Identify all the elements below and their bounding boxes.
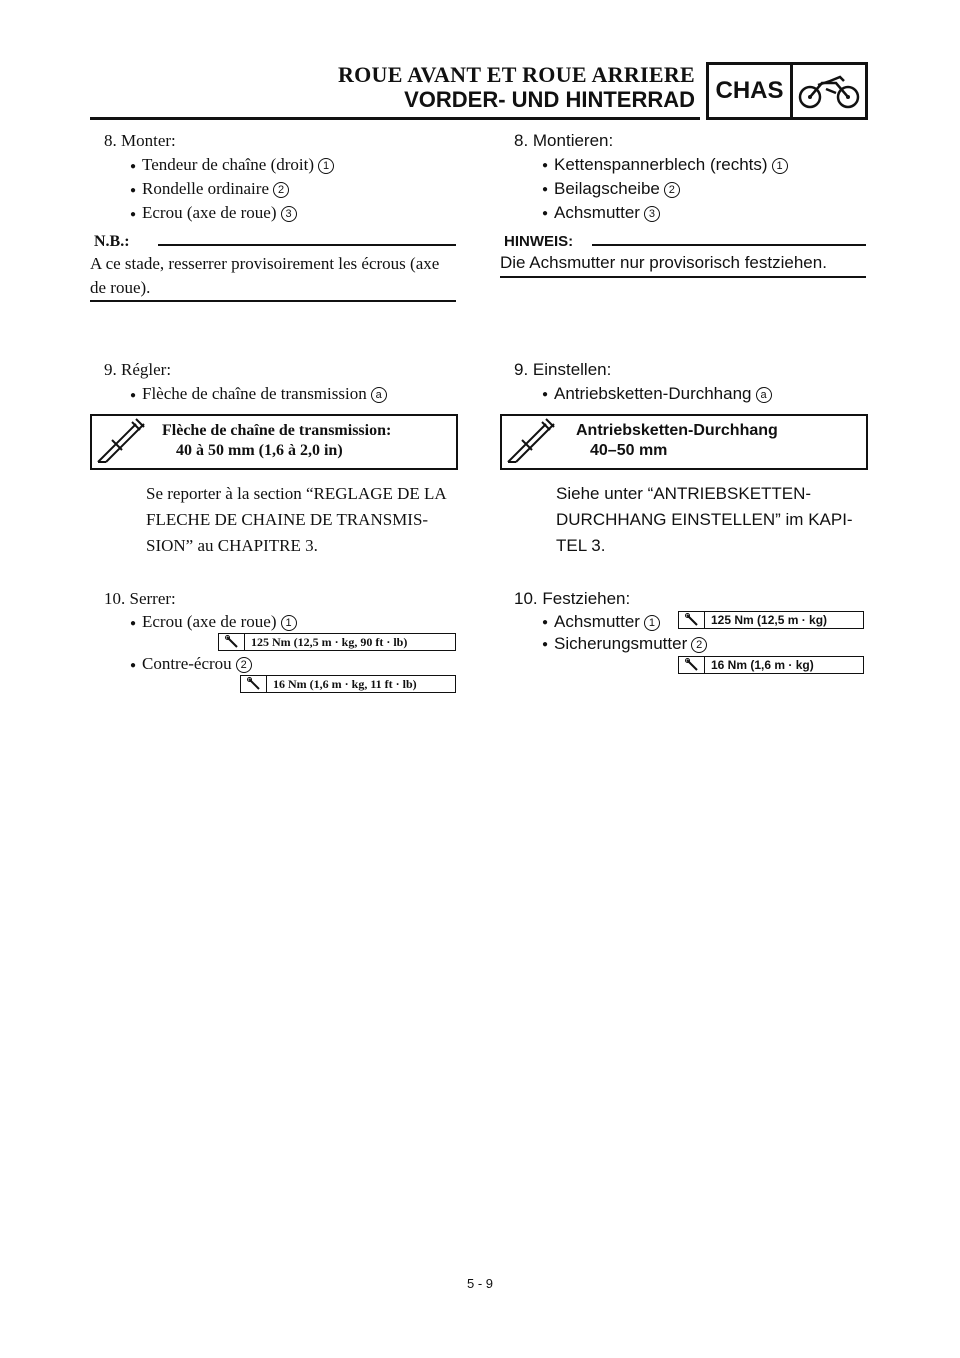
fr-step8-item1: ● Tendeur de chaîne (droit) 1 bbox=[130, 155, 334, 175]
de-note-label: HINWEIS: bbox=[504, 233, 574, 250]
de-torque-value-2: 16 Nm (1,6 m · kg) bbox=[711, 658, 814, 672]
de-step9-item: ● Antriebsketten-Durchhang a bbox=[542, 384, 772, 404]
fr-step8-title: 8. Monter: bbox=[104, 131, 176, 150]
de-step8-item3: ● Achsmutter 3 bbox=[542, 203, 660, 223]
de-note-line1: Die Achsmutter nur provisorisch festziehen. bbox=[500, 253, 827, 272]
fr-ref-line1: Se reporter à la section “REGLAGE DE LA bbox=[146, 484, 447, 503]
fr-ref-line2: FLECHE DE CHAINE DE TRANSMIS- bbox=[146, 510, 429, 529]
page-number: 5 - 9 bbox=[466, 1276, 493, 1291]
de-ref-line3: TEL 3. bbox=[556, 536, 606, 555]
de-spec-label: Antriebsketten-Durchhang bbox=[576, 422, 778, 439]
de-step10-item1: ● Achsmutter 1 bbox=[542, 612, 660, 632]
de-step10-title: 10. Festziehen: bbox=[514, 589, 631, 608]
fr-note-line1: A ce stade, resserrer provisoirement les écrous (axe bbox=[90, 254, 440, 273]
caliper-icon bbox=[502, 416, 564, 468]
fr-spec-value: 40 à 50 mm (1,6 à 2,0 in) bbox=[176, 442, 343, 459]
fr-step9-title: 9. Régler: bbox=[104, 360, 172, 379]
motorcycle-icon bbox=[793, 65, 865, 117]
de-spec-value: 40–50 mm bbox=[590, 442, 668, 459]
fr-note-bottom-rule bbox=[90, 300, 456, 302]
wrench-icon bbox=[219, 634, 245, 650]
de-note-top-rule bbox=[592, 244, 866, 246]
fr-spec-box bbox=[90, 414, 458, 470]
wrench-icon bbox=[679, 657, 705, 673]
de-step10-item2: ● Sicherungsmutter 2 bbox=[542, 634, 707, 654]
de-torque-box-1 bbox=[678, 611, 864, 629]
header-rule bbox=[90, 117, 700, 120]
fr-torque-box-1 bbox=[218, 633, 456, 651]
badge-label: CHAS bbox=[709, 65, 793, 117]
de-step8-title: 8. Montieren: bbox=[514, 131, 614, 150]
fr-note-label: N.B.: bbox=[94, 233, 130, 250]
fr-note-top-rule bbox=[158, 244, 456, 246]
fr-torque-box-2 bbox=[240, 675, 456, 693]
de-ref-line1: Siehe unter “ANTRIEBSKETTEN- bbox=[556, 484, 812, 503]
fr-note-line2: de roue). bbox=[90, 278, 151, 297]
caliper-icon bbox=[92, 416, 154, 468]
de-step8-item2: ● Beilagscheibe 2 bbox=[542, 179, 680, 199]
de-ref-line2: DURCHHANG EINSTELLEN” im KAPI- bbox=[556, 510, 853, 529]
wrench-icon bbox=[679, 612, 705, 628]
de-step9-title: 9. Einstellen: bbox=[514, 360, 612, 379]
fr-torque-value-2: 16 Nm (1,6 m · kg, 11 ft · lb) bbox=[273, 676, 417, 691]
fr-spec-label: Flèche de chaîne de transmission: bbox=[162, 422, 392, 439]
fr-step8-item3: ● Ecrou (axe de roue) 3 bbox=[130, 203, 297, 223]
de-step8-item1: ● Kettenspannerblech (rechts) 1 bbox=[542, 155, 788, 175]
fr-step9-item: ● Flèche de chaîne de transmission a bbox=[130, 384, 387, 404]
fr-step8-item2: ● Rondelle ordinaire 2 bbox=[130, 179, 289, 199]
fr-torque-value-1: 125 Nm (12,5 m · kg, 90 ft · lb) bbox=[251, 634, 408, 649]
fr-ref-line3: SION” au CHAPITRE 3. bbox=[146, 536, 318, 555]
section-badge bbox=[706, 62, 868, 120]
de-spec-box bbox=[500, 414, 868, 470]
wrench-icon bbox=[241, 676, 267, 692]
de-note-bottom-rule bbox=[500, 276, 866, 278]
header-title-fr: ROUE AVANT ET ROUE ARRIERE bbox=[337, 62, 695, 87]
fr-step10-item2: ● Contre-écrou 2 bbox=[130, 654, 252, 674]
header-title-de: VORDER- UND HINTERRAD bbox=[404, 87, 695, 112]
fr-step10-title: 10. Serrer: bbox=[104, 589, 176, 608]
de-torque-box-2 bbox=[678, 656, 864, 674]
fr-step10-item1: ● Ecrou (axe de roue) 1 bbox=[130, 612, 297, 632]
de-torque-value-1: 125 Nm (12,5 m · kg) bbox=[711, 613, 828, 627]
